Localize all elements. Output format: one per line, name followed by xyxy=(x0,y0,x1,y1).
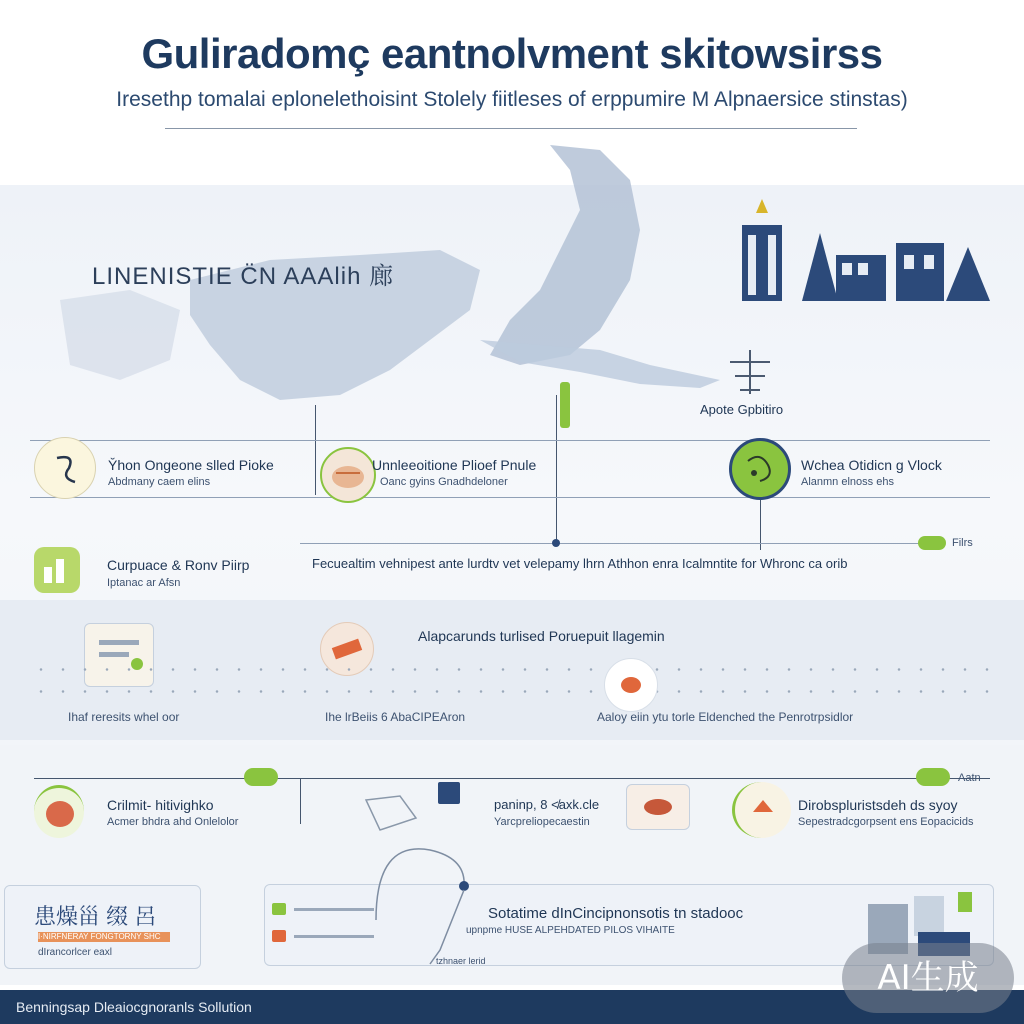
ai-generated-badge: AI生成 xyxy=(842,943,1014,1013)
map-label: LINENISTIE C̈N AAAlih 廊 xyxy=(92,263,395,290)
row4-left-title: Crilmit- hitivighko xyxy=(107,797,214,813)
subtitle: Iresethp tomal​ai eplonelethoisint Stolely fiitleses of erppumire M Alpnaersice stinstas) xyxy=(116,88,908,111)
node-title-2: Unnleeoitione Plioef Pnule xyxy=(372,457,537,473)
connector-line xyxy=(300,778,301,824)
node-title-3: Wchea Otidicn g Vlock xyxy=(801,457,942,473)
connector-line xyxy=(556,395,557,545)
green-pill-marker xyxy=(244,768,278,786)
green-marker xyxy=(560,382,570,428)
node-icon-bag xyxy=(34,785,84,838)
footer-text: Benningsap Dleaiocgnoranls Sollution xyxy=(16,999,252,1015)
summary-card-sub: dIrancorlcer eaxl xyxy=(38,947,112,958)
timeline-line-4 xyxy=(34,778,990,779)
document-icon xyxy=(84,623,154,687)
pagoda-icon xyxy=(725,348,775,396)
node-icon-route xyxy=(34,437,96,499)
node-title-1: Y̆hon Ongeone slled Pioke xyxy=(108,457,274,473)
row4-left-sub: Acmer bhdra ahd Onlelolor xyxy=(107,816,239,828)
city-skyline-icon xyxy=(728,195,992,305)
list-line xyxy=(294,935,374,938)
dotted-separator xyxy=(30,690,1000,693)
node-sub-3: Alanmn elnoss ehs xyxy=(801,476,894,488)
node-icon-food xyxy=(320,447,376,503)
node-sub-2: Oanc gyins Gnadhdeloner xyxy=(380,476,508,488)
row2-long-text: Fecuealtim vehnipest ante lurdtv vet velepamy lhrn Athhon enra Icalmntite for Whronc ca orib xyxy=(312,556,848,571)
row4-right-title: Dirobspluristsdeh ds syoy xyxy=(798,797,958,813)
summary-title: Sotatime dInCincipnonsotis tn stadooc xyxy=(488,905,744,922)
summary-card-highlight: I·NIRFNERAY FONGTORNY SHC xyxy=(38,932,161,941)
row4-right-sub: Sepestradcgorpsent ens Eopacicids xyxy=(798,816,974,828)
snack-icon xyxy=(732,782,791,838)
food-photo-icon xyxy=(626,784,690,830)
row3-label-3: Aaloy eiin ytu torle Eldenched the Penrotrpsidlor xyxy=(597,710,854,724)
row3-caption: Alapcarunds turlised Poruepuit llagemin xyxy=(418,628,665,644)
dotted-separator xyxy=(30,668,1000,671)
node-icon-sensor xyxy=(729,438,791,500)
main-title: Gulirad​omç eantnolvment skitowsirss xyxy=(141,30,883,77)
list-line xyxy=(294,908,374,911)
row4-mid-title: paninp, 8 ≮axk.cle xyxy=(494,797,600,812)
cable-icon xyxy=(370,830,480,970)
row2-tag: Filrs xyxy=(952,537,973,549)
grill-icon xyxy=(604,658,658,712)
timeline-line-1b xyxy=(30,497,990,498)
row4-mid-sub: Yarcpreliopecaestin xyxy=(494,816,590,828)
cable-caption: tzhnaer lerid xyxy=(436,956,486,966)
connector-line xyxy=(315,405,316,495)
city-caption: Apote Gpbitiro xyxy=(700,402,784,417)
timeline-dot xyxy=(552,539,560,547)
summary-card-glyphs: 患燥甾 缀 呂 xyxy=(34,904,157,929)
list-bullet-icon xyxy=(272,903,286,915)
green-pill-marker xyxy=(916,768,950,786)
timeline-line-1 xyxy=(30,440,990,441)
node-icon-chart xyxy=(34,547,80,593)
list-bullet-icon xyxy=(272,930,286,942)
green-pill-marker xyxy=(918,536,946,550)
row2-left-title: Curpuace & Ronv Piirp xyxy=(107,557,250,573)
row2-left-sub: Iptanac ar Afsn xyxy=(107,577,181,589)
navy-badge xyxy=(438,782,460,804)
summary-sub: upnpme HUSE ALPEHDATED PILOS VIHAITE xyxy=(466,925,675,936)
row3-label-2: Ihe lrBeiis 6 AbaCIPEAron xyxy=(325,710,466,724)
timeline-line-2 xyxy=(300,543,940,544)
row3-label-1: Ihaf reresits whel oor xyxy=(68,710,180,724)
header-divider xyxy=(165,128,857,129)
node-sub-1: Abdmany caem elins xyxy=(108,476,211,488)
row4-tag: Aatn xyxy=(958,772,981,784)
